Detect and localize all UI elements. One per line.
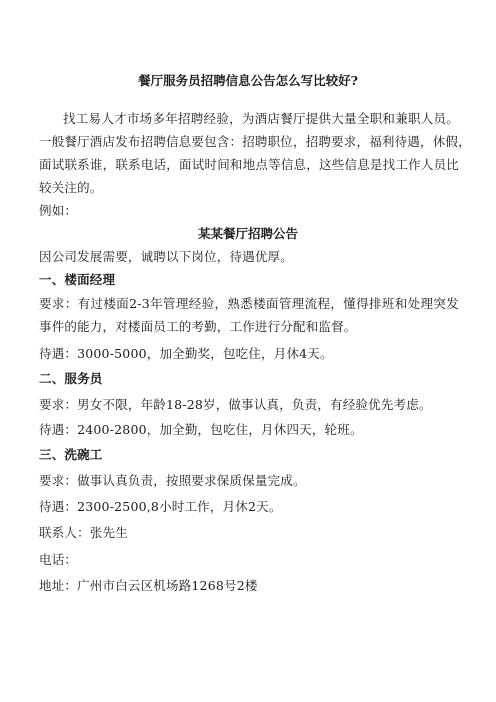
position-heading: 三、洗碗工 [39,447,103,462]
contact-phone: 电话： [39,552,78,567]
document-title: 餐厅服务员招聘信息公告怎么写比较好? [138,73,358,88]
position-heading: 一、楼面经理 [39,272,116,287]
position-pay: 待遇：3000-5000，加全勤奖，包吃住，月休4天。 [39,346,333,361]
intro-line-1: 找工易人才市场多年招聘经验，为酒店餐厅提供大量全职和兼职人员。 [63,111,459,126]
position-requirement: 要求：男女不限，年龄18-28岁，做事认真，负责，有经验优先考虑。 [39,397,432,412]
position-requirement: 要求：有过楼面2-3年管理经验，熟悉楼面管理流程，懂得排班和处理突发 [39,296,459,311]
intro-line-2: 一般餐厅酒店发布招聘信息要包含：招聘职位，招聘要求，福利待遇，休假， [39,134,471,149]
position-pay: 待遇：2300-2500,8小时工作，月休2天。 [39,499,282,514]
notice-title: 某某餐厅招聘公告 [197,226,298,241]
position-requirement: 要求：做事认真负责，按照要求保质保量完成。 [39,473,306,488]
contact-person: 联系人：张先生 [39,525,128,540]
notice-intro: 因公司发展需要，诚聘以下岗位，待遇优厚。 [39,249,294,264]
position-requirement-continued: 事件的能力，对楼面员工的考勤，工作进行分配和监督。 [39,319,357,334]
example-label: 例如： [39,203,78,218]
contact-address: 地址：广州市白云区机场路1268号2楼 [39,578,258,593]
position-heading: 二、服务员 [39,371,103,386]
intro-line-3: 面试联系谁，联系电话，面试时间和地点等信息，这些信息是找工作人员比 [39,157,459,172]
intro-line-4: 较关注的。 [39,180,103,195]
position-pay: 待遇：2400-2800，加全勤，包吃住，月休四天，轮班。 [39,422,363,437]
